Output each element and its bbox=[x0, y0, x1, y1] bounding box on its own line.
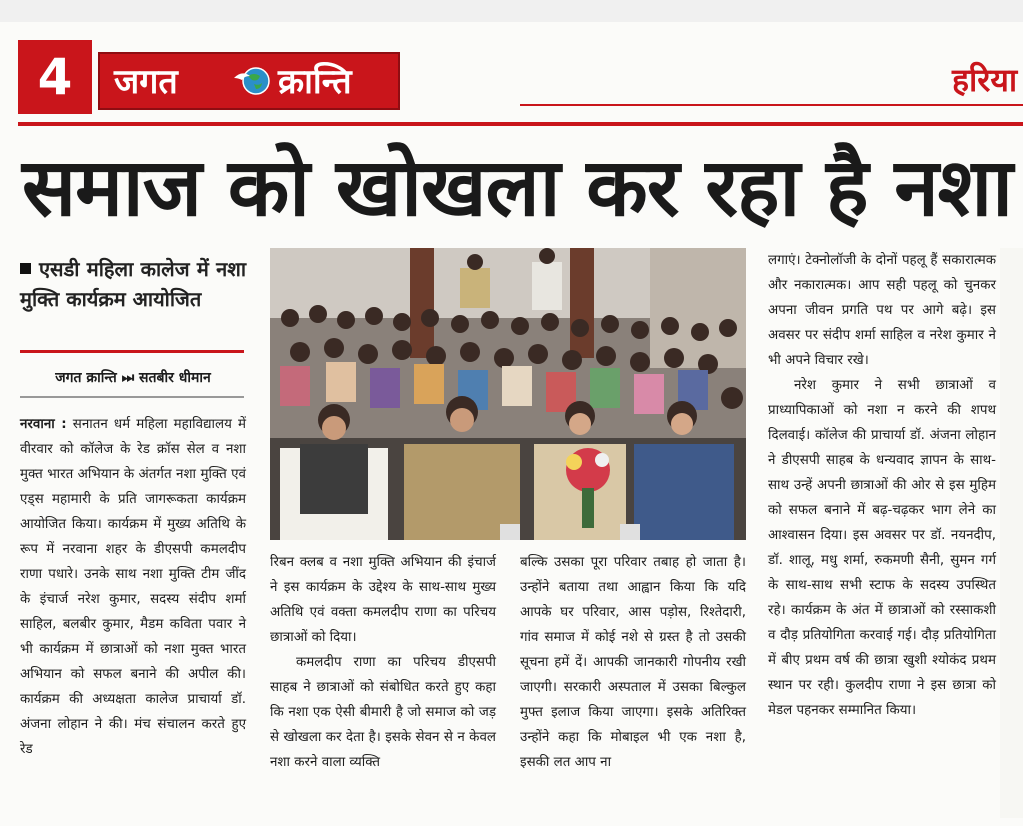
header-rule bbox=[520, 104, 1023, 106]
column-1-text: सनातन धर्म महिला महाविद्यालय में वीरवार को कॉलेज के रेड क्रॉस सेल व नशा मुक्त भारत अभियान के अंतर्गत नशा मुक्ति एवं एड्स महामारी के प्रति जागरूकता कार्यक्रम आयोजित किया। कार्यक्रम में मुख्य अतिथि के रूप में नरवाना शहर के डीएसपी कमलदीप राणा पधारे। उनके साथ नशा मुक्ति टीम जींद के इंचार्ज नरेश कुमार, सदस्य संदीप शर्मा साहिल, बलबीर कुमार, मैडम कविता पवार ने भी कार्यक्रम में छात्राओं को नशा मुक्त भारत अभियान को सफल बनाने की अपील की। कार्यक्रम की अध्यक्षता कालेज प्राचार्या डॉ. अंजना लोहान ने की। मंच संचालन करते हुए रेड bbox=[20, 417, 246, 757]
section-label: हरिया bbox=[952, 61, 1018, 99]
dateline: नरवाना : bbox=[20, 417, 67, 432]
column-4-paragraph-2: नरेश कुमार ने सभी छात्राओं व प्राध्यापिकाओं को नशा न करने की शपथ दिलवाई। कॉलेज की प्राचार्या डॉ. अंजना लोहान ने डीएसपी साहब के धन्यवाद ज्ञापन के साथ-साथ उन्हें अपनी छात्राओं की ओर से इस मुहिम को सफल बनाने में बढ़-चढ़कर भाग लेने का आश्वासन दिया। इस अवसर पर डॉ. नयनदीप, डॉ. शालू, मधु शर्मा, रुकमणी सैनी, सुमन गर्ग के साथ-साथ सभी स्टाफ के सदस्य उपस्थित रहे। कार्यक्रम के अंत में छात्राओं को रस्साकशी व दौड़ प्रतियोगिता करवाई गई। दौड़ प्रतियोगिता में बीए प्रथम वर्ष की छात्रा खुशी श्योकंद प्रथम स्थान पर रही। कुलदीप राणा ने इस छात्रा को मेडल पहनकर सम्मानित किया। bbox=[768, 378, 996, 718]
paper-name-left: जगत bbox=[114, 62, 178, 102]
column-3-text: बल्कि उसका पूरा परिवार तबाह हो जाता है। उन्होंने बताया तथा आह्वान किया कि यदि आपके घर परिवार, आस पड़ोस, रिश्तेदारी, गांव समाज में कोई नशे से ग्रस्त है तो उसकी सूचना हमें दें। आपकी जानकारी गोपनीय रखी जाएगी। सरकारी अस्पताल में उसका बिल्कुल मुफ्त इलाज किया जाएगा। इसके अतिरिक्त उन्होंने कहा कि मोबाइल भी एक नशा है, इसकी लत आप ना bbox=[520, 555, 746, 770]
article-subheadline bbox=[20, 254, 246, 314]
adjacent-column-edge bbox=[1000, 248, 1023, 818]
event-photo bbox=[270, 248, 746, 540]
top-strip bbox=[0, 0, 1023, 22]
article-column-2 bbox=[270, 550, 496, 775]
column-2-paragraph-1: रिबन क्लब व नशा मुक्ति अभियान की इंचार्ज ने इस कार्यक्रम के उद्देश्य के साथ-साथ मुख्य अतिथि एवं वक्ता कमलदीप राणा का परिचय छात्राओं को दिया। bbox=[270, 555, 496, 645]
article-column-4 bbox=[768, 248, 996, 723]
event-photo-illustration bbox=[270, 248, 746, 540]
subhead-divider bbox=[20, 350, 244, 353]
article-column-1 bbox=[20, 412, 246, 762]
column-4-paragraph-1: लगाएं। टेक्नोलॉजी के दोनों पहलू हैं सकारात्मक और नकारात्मक। आप सही पहलू को चुनकर अपना जीवन प्रगति पथ पर आगे बढ़े। इस अवसर पर संदीप शर्मा साहिल व नरेश कुमार ने भी अपने विचार रखे। bbox=[768, 253, 996, 368]
subheadline-text: एसडी महिला कालेज में नशा मुक्ति कार्यक्रम आयोजित bbox=[20, 257, 246, 311]
column-2-paragraph-2: कमलदीप राणा का परिचय डीएसपी साहब ने छात्राओं को संबोधित करते हुए कहा कि नशा एक ऐसी बीमारी है जो समाज को जड़ से खोखला कर देता है। इसके सेवन से न केवल नशा करने वाला व्यक्ति bbox=[270, 655, 496, 770]
paper-name-right: क्रान्ति bbox=[278, 62, 352, 102]
byline-divider bbox=[20, 396, 244, 398]
masthead-rule bbox=[18, 122, 1023, 126]
article-byline: जगत क्रान्ति ⏭ सतबीर धीमान bbox=[55, 370, 211, 386]
globe-dove-icon bbox=[232, 64, 272, 98]
square-bullet-icon bbox=[20, 263, 31, 274]
masthead-logo bbox=[98, 52, 400, 110]
article-headline: समाज को खोखला कर रहा है नशा bbox=[22, 141, 1012, 234]
article-column-3 bbox=[520, 550, 746, 775]
page-number: 4 bbox=[18, 40, 92, 114]
